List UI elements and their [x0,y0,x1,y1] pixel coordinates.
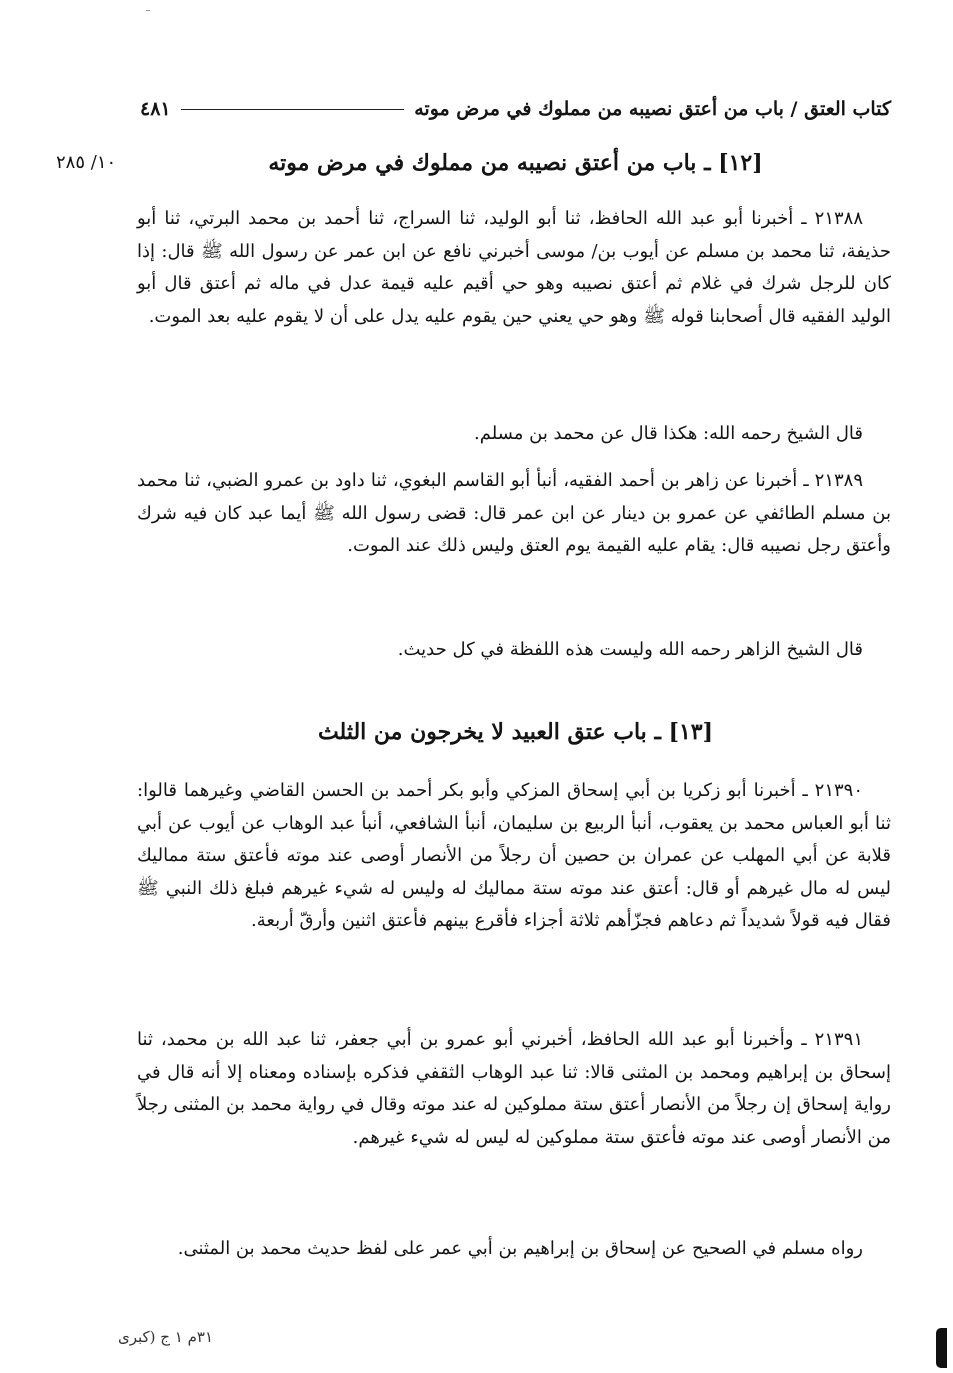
page-number: ٤٨١ [140,98,171,120]
page-header [140,92,891,126]
hadith-21390 [137,775,891,938]
margin-reference: ١٠/ ٢٨٥ [56,152,117,173]
section-13-heading: [١٣] ـ باب عتق العبيد لا يخرجون من الثلث [317,719,714,745]
hadith-21388 [137,203,891,333]
comment-3-text: رواه مسلم في الصحيح عن إسحاق بن إبراهيم بن أبي عمر على لفظ حديث محمد بن المثنى. [177,1238,863,1259]
comment-1 [137,418,891,451]
hadith-21389-text: ٢١٣٨٩ ـ أخبرنا عن زاهر بن أحمد الفقيه، أنبأ أبو القاسم البغوي، ثنا داود بن عمرو الضبي، ثنا محمد بن مسلم الطائفي عن عمرو بن دينار عن ابن عمر قال: قضى رسول الله ﷺ أيما عبد كان فيه شرك وأعتق رجل نصيبه قال: يقام عليه القيمة يوم العتق وليس ذلك عند الموت. [137,470,891,556]
hadith-21389 [137,465,891,563]
comment-2-text: قال الشيخ الزاهر رحمه الله وليست هذه اللفظة في كل حديث. [397,639,863,660]
comment-1-text: قال الشيخ رحمه الله: هكذا قال عن محمد بن مسلم. [474,423,863,444]
hadith-21388-text: ٢١٣٨٨ ـ أخبرنا أبو عبد الله الحافظ، ثنا أبو الوليد، ثنا السراج، ثنا أحمد بن محمد البرتي، ثنا أبو حذيفة، ثنا محمد بن مسلم عن أيوب بن/ موسى أخبرني نافع عن ابن عمر عن رسول الله ﷺ قال: إذا كان للرجل شرك في غلام ثم أعتق نصيبه وهو حي أقيم عليه قيمة عدل في ماله ثم أعتق قال أبو الوليد الفقيه قال أصحابنا قوله ﷺ وهو حي يعني حين يقوم عليه يدل على أن لا يقوم عليه بعد الموت. [137,208,891,327]
page-edge-mark [936,1328,947,1368]
hadith-21391 [137,1024,891,1154]
signature-mark: ٣١م ١ ج (كبرى [118,1328,214,1346]
hadith-21390-text: ٢١٣٩٠ ـ أخبرنا أبو زكريا بن أبي إسحاق المزكي وأبو بكر أحمد بن الحسن القاضي وغيرهما قالوا: ثنا أبو العباس محمد بن يعقوب، أنبأ الربيع بن سليمان، أنبأ الشافعي، أنبأ عبد الوهاب عن أيوب عن أبي قلابة عن أبي المهلب عن عمران بن حصين أن رجلاً من الأنصار أوصى عند موته فأعتق ستة مماليك ليس له مال غيرهم أو قال: أعتق عند موته ستة مماليك له وليس له شيء غيرهم فبلغ ذلك النبي ﷺ فقال فيه قولاً شديداً ثم دعاهم فجزّأهم ثلاثة أجزاء فأقرع بينهم فأعتق اثنين وأرقّ أربعة. [137,780,891,931]
section-12-heading: [١٢] ـ باب من أعتق نصيبه من مملوك في مرض موته [268,150,763,176]
hadith-21391-text: ٢١٣٩١ ـ وأخبرنا أبو عبد الله الحافظ، أخبرني أبو عمرو بن أبي جعفر، ثنا عبد الله بن محمد، ثنا إسحاق بن إبراهيم ومحمد بن المثنى قالا: ثنا عبد الوهاب الثقفي فذكره بإسناده ومعناه إلا أنه قال في رواية إسحاق إن رجلاً من الأنصار أعتق ستة مملوكين له عند موته وقال في رواية محمد بن المثنى رجلاً من الأنصار أوصى عند موته فأعتق ستة مملوكين له ليس له شيء غيرهم. [137,1029,891,1148]
comment-3 [137,1233,891,1266]
scan-speck [146,10,150,11]
header-rule [181,109,405,110]
running-title: كتاب العتق / باب من أعتق نصيبه من مملوك في مرض موته [414,98,891,120]
comment-2 [137,634,891,667]
